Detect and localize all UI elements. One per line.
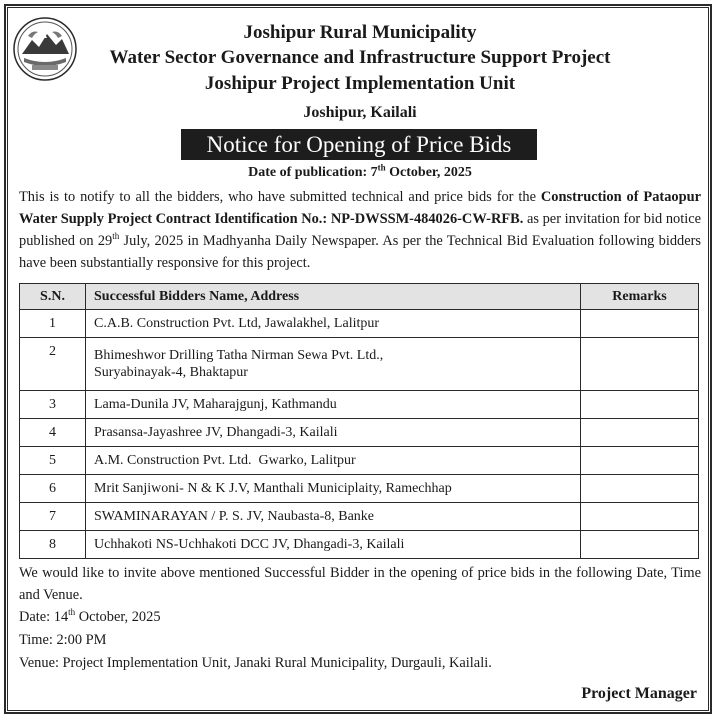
row-remarks (581, 310, 699, 338)
contract-identification: Construction of Pataopur Water Supply Project Contract Identification No.: NP-DWSSM-484026-CW-RFB. (19, 189, 701, 227)
intro-paragraph: This is to notify to all the bidders, who have submitted technical and price bids for the Construction of Pataopur Water Supply Project Contract Identification No.: NP-DWSSM-484026-CW-RFB. as per invitation for bid notice published on 29th July, 2025 in Madhyanha Daily Newspaper. As per the Technical Bid Evaluation following bidders have been substantially responsive for this project. (19, 189, 701, 271)
event-date: Date: 14th October, 2025 (19, 607, 161, 625)
header-name: Successful Bidders Name, Address (86, 284, 581, 310)
bidders-table (19, 283, 699, 559)
row-remarks (581, 531, 699, 559)
row-remarks (581, 419, 699, 447)
row-bidder: Mrit Sanjiwoni- N & K J.V, Manthali Municiplaity, Ramechhap (86, 475, 581, 503)
row-sn: 6 (20, 475, 86, 503)
municipality-name: Joshipur Rural Municipality (243, 22, 477, 43)
row-sn: 8 (20, 531, 86, 559)
table-row (20, 338, 699, 391)
row-bidder: SWAMINARAYAN / P. S. JV, Naubasta-8, Banke (86, 503, 581, 531)
table-row (20, 447, 699, 475)
location: Joshipur, Kailali (303, 104, 417, 121)
row-bidder: Uchhakoti NS-Uchhakoti DCC JV, Dhangadi-3, Kailali (86, 531, 581, 559)
row-bidder: Prasansa-Jayashree JV, Dhangadi-3, Kailali (86, 419, 581, 447)
header-sn: S.N. (20, 284, 86, 310)
table-header-row (20, 284, 699, 310)
table-row (20, 475, 699, 503)
row-bidder: Lama-Dunila JV, Maharajgunj, Kathmandu (86, 391, 581, 419)
row-bidder: C.A.B. Construction Pvt. Ltd, Jawalakhel, Lalitpur (86, 310, 581, 338)
row-remarks (581, 447, 699, 475)
table-row (20, 391, 699, 419)
table-row (20, 503, 699, 531)
row-bidder: A.M. Construction Pvt. Ltd. Gwarko, Lalitpur (86, 447, 581, 475)
row-remarks (581, 391, 699, 419)
row-remarks (581, 338, 699, 391)
invite-paragraph: We would like to invite above mentioned Successful Bidder in the opening of price bids in the following Date, Time and Venue. (19, 565, 701, 603)
event-time: Time: 2:00 PM (19, 632, 107, 648)
notice-title: Notice for Opening of Price Bids (181, 129, 537, 160)
header-remarks: Remarks (581, 284, 699, 310)
unit-name: Joshipur Project Implementation Unit (204, 73, 516, 94)
row-remarks (581, 503, 699, 531)
table-row (20, 310, 699, 338)
row-sn: 7 (20, 503, 86, 531)
row-sn: 3 (20, 391, 86, 419)
row-sn: 1 (20, 310, 86, 338)
project-name: Water Sector Governance and Infrastructure Support Project (109, 47, 611, 68)
row-remarks (581, 475, 699, 503)
table-row (20, 531, 699, 559)
row-sn: 4 (20, 419, 86, 447)
row-bidder: Bhimeshwor Drilling Tatha Nirman Sewa Pvt. Ltd., Suryabinayak-4, Bhaktapur (86, 338, 581, 391)
event-venue: Venue: Project Implementation Unit, Janaki Rural Municipality, Durgauli, Kailali. (19, 655, 492, 671)
row-sn: 2 (20, 338, 86, 391)
row-sn: 5 (20, 447, 86, 475)
publication-date: Date of publication: 7th October, 2025 (248, 162, 472, 180)
table-row (20, 419, 699, 447)
signature: Project Manager (581, 685, 697, 702)
